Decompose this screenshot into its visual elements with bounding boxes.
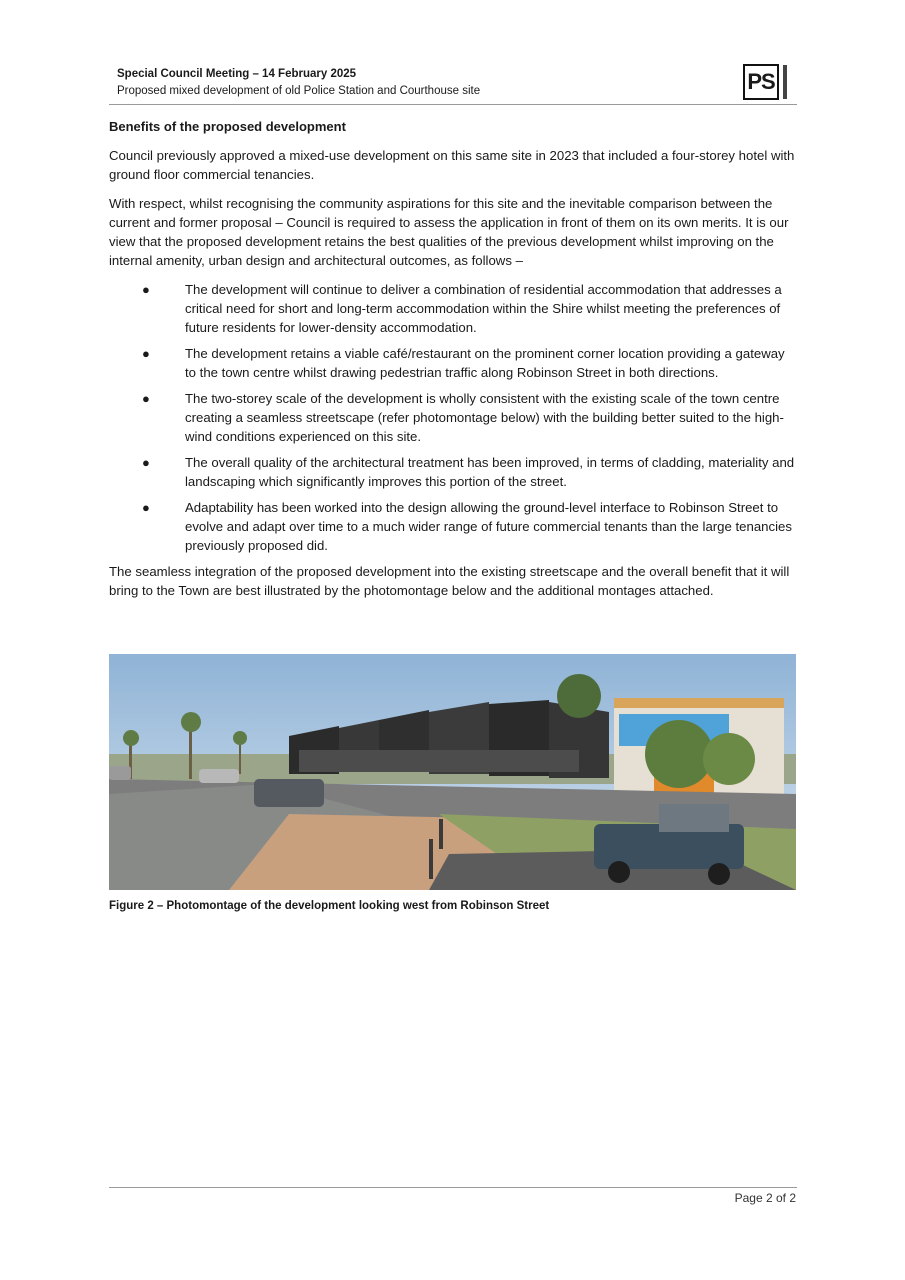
list-item [109,280,797,337]
section-heading: Benefits of the proposed development [109,119,346,134]
bullet-icon: ● [142,391,150,406]
paragraph: The seamless integration of the proposed development into the existing streetscape and the overall benefit that it will bring to the Town are best illustrated by the photomontage below and the additional montages attached. [109,564,790,598]
paragraph: With respect, whilst recognising the community aspirations for this site and the inevitable comparison between the current and former proposal – Council is required to assess the application in front of them on its own merits. It is our view that the proposed development retains the best qualities of the previous development whilst improving on the internal amenity, urban design and architectural outcomes, as follows – [109,196,789,268]
ps-logo [743,64,793,104]
list-item-text: The overall quality of the architectural treatment has been improved, in terms of cladding, materiality and landscaping which significantly improves this portion of the street. [185,455,795,489]
document-body [109,118,797,610]
logo-mark: PS [743,64,779,100]
benefits-list [109,280,797,555]
photomontage-image [109,654,796,890]
bullet-icon: ● [142,282,150,297]
list-item [109,453,797,491]
list-item-text: The two-storey scale of the development is wholly consistent with the existing scale of the town centre creating a seamless streetscape (refer photomontage below) with the building better suited to the high-wind conditions experienced on this site. [185,391,784,444]
paragraph: Council previously approved a mixed-use development on this same site in 2023 that included a four-storey hotel with ground floor commercial tenancies. [109,148,795,182]
header-divider [109,104,797,105]
bullet-icon: ● [142,455,150,470]
document-subject: Proposed mixed development of old Police Station and Courthouse site [117,85,481,97]
figure-caption: Figure 2 – Photomontage of the development looking west from Robinson Street [109,900,550,912]
footer-divider [109,1187,797,1188]
list-item-text: Adaptability has been worked into the design allowing the ground-level interface to Robinson Street to evolve and adapt over time to a much wider range of future commercial tenants than the large tenancies previously proposed did. [185,500,792,553]
list-item [109,389,797,446]
meeting-title: Special Council Meeting – 14 February 2025 [117,68,357,80]
list-item [109,344,797,382]
bullet-icon: ● [142,346,150,361]
logo-side-text [782,64,788,100]
list-item-text: The development will continue to deliver a combination of residential accommodation that addresses a critical need for short and long-term accommodation within the Shire whilst meeting the preferences of future residents for lower-density accommodation. [185,282,782,335]
page-header [117,66,797,100]
page-number: Page 2 of 2 [734,1191,796,1205]
list-item-text: The development retains a viable café/restaurant on the prominent corner location providing a gateway to the town centre whilst drawing pedestrian traffic along Robinson Street in both directions. [185,346,785,380]
list-item [109,498,797,555]
bullet-icon: ● [142,500,150,515]
